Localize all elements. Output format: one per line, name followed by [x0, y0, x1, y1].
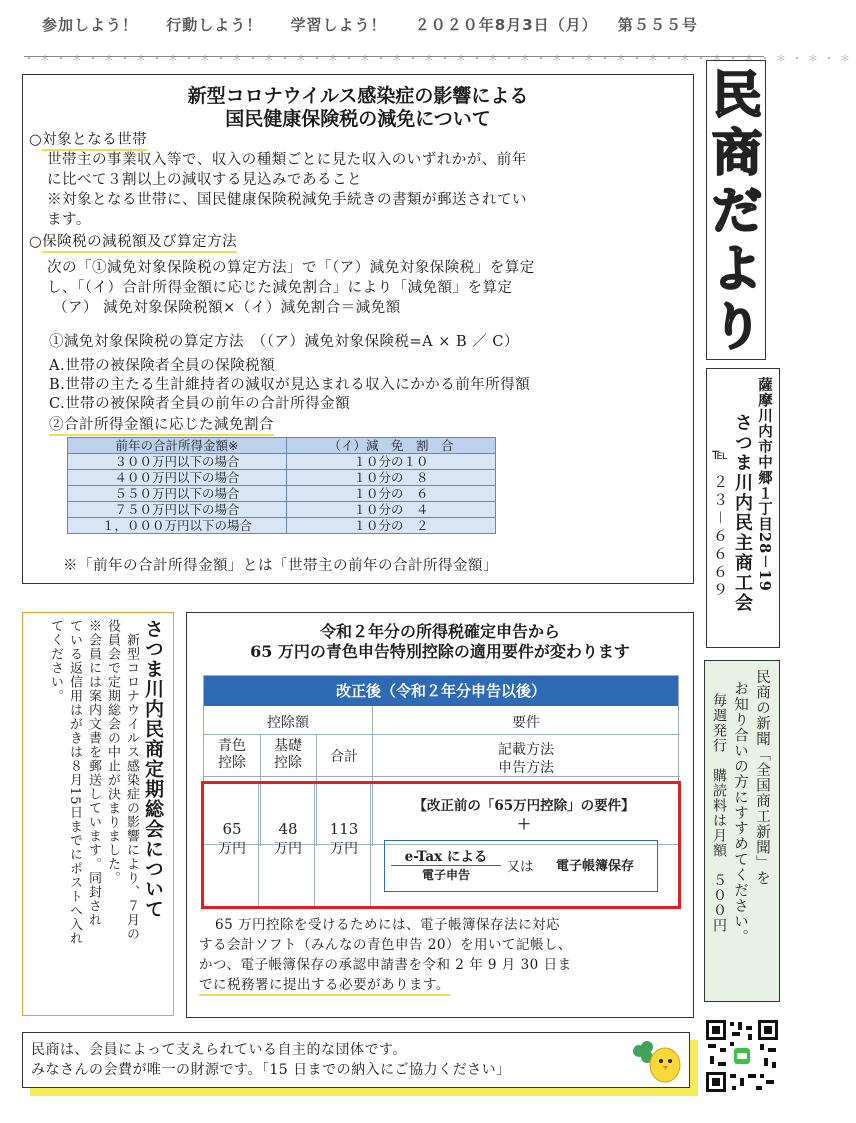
calc-method-title: ①減免対象保険税の算定方法 （（ア）減免対象保険税=A × B ／ C）: [49, 334, 519, 350]
tax-para-1: 65 万円控除を受けるためには、電子帳簿保存法に対応: [215, 917, 560, 933]
calc-c: C.世帯の被保険者全員の前年の合計所得金額: [49, 396, 351, 412]
col-deduction: 控除額: [267, 715, 309, 731]
newsletter-title-box: [706, 60, 766, 360]
req-description: 記載方法: [498, 742, 554, 758]
income-cell: ３００万円以下の場合: [68, 454, 287, 470]
general-meeting-notice: [22, 612, 174, 1016]
meeting-body-3: ※会員には案内文書を郵送しています。同封され: [86, 619, 101, 927]
rate-cell: １０分の ６: [287, 486, 496, 502]
sub-blue-deduction: 青色控除: [218, 738, 246, 771]
slogan-join: 参加しよう！: [42, 16, 139, 34]
or-text: 又は: [506, 859, 534, 875]
article-title-1: 新型コロナウイルス感染症の影響による: [187, 85, 529, 107]
calc-a: A.世帯の被保険者全員の保険税額: [49, 358, 276, 374]
table-header-rate: （イ）減 免 割 合: [287, 438, 496, 454]
value-total-113: 113: [329, 820, 359, 838]
income-cell: ４００万円以下の場合: [68, 470, 287, 486]
table-row: [68, 454, 496, 470]
slogan-act: 行動しよう！: [166, 16, 263, 34]
telephone: ℡ ２３－６６６９: [711, 445, 729, 600]
newspaper-promo: [704, 660, 780, 1002]
table-note: ※「前年の合計所得金額」とは「世帯主の前年の合計所得金額」: [63, 558, 498, 574]
tax-para-2: する会計ソフト（みんなの青色申告 20）を用いて記帳し、: [199, 937, 572, 953]
newspaper-line-2: お知り合いの方にすすめてください。: [732, 681, 748, 945]
tax-para-3: かつ、電子帳簿保存の承認申請書を令和 2 年 9 月 30 日ま: [199, 957, 572, 973]
eligible-line-1: 世帯主の事業収入等で、収入の種類ごとに見た収入のいずれかが、前年: [47, 152, 527, 168]
title-char: り: [712, 298, 762, 356]
rate-cell: １０分の１０: [287, 454, 496, 470]
grid-line: [204, 734, 680, 735]
plus-sign: ＋: [517, 817, 531, 833]
table-row: [68, 486, 496, 502]
col-requirement: 要件: [512, 715, 540, 731]
eligible-line-4: ます。: [47, 212, 91, 228]
issue-date: ２０２０年8月3日（月）: [414, 16, 598, 34]
header-dots: ・＊・＊・＊・＊・＊・＊・＊・＊・＊・＊・＊・＊・＊・＊・＊・＊・＊・＊・＊・＊・＊・＊・＊・＊・＊・＊: [24, 54, 856, 65]
method-line-1: 次の「①減免対象保険税の算定方法」で「（ア）減免対象保険税」を算定: [47, 260, 535, 276]
grid-line: [258, 784, 259, 906]
eligible-line-3: ※対象となる世帯に、国民健康保険税減免手続きの書類が郵送されてい: [47, 192, 527, 208]
newspaper-line-3: 毎週発行 購読料は月額 ５００円: [711, 693, 727, 933]
income-cell: ７５０万円以下の場合: [68, 502, 287, 518]
eligible-heading-text: 対象となる世帯: [42, 132, 147, 151]
rate-cell: １０分の ４: [287, 502, 496, 518]
grid-line: [370, 784, 371, 906]
sub-total: 合計: [330, 749, 358, 765]
unit: 万円: [330, 841, 358, 857]
issue-number: 第５５５号: [617, 16, 698, 34]
circle-mark: ○: [29, 132, 43, 148]
footer-line-2: みなさんの会費が唯一の財源です。「15 日までの納入にご協力ください」: [31, 1062, 511, 1078]
circle-mark: ○: [29, 234, 43, 250]
etax-label: e-Tax による: [404, 849, 488, 865]
etax-sub: 電子申告: [391, 865, 501, 883]
rate-title: [49, 416, 274, 435]
title-char: 民: [712, 66, 762, 124]
tax-para-4-text: でに税務署に提出する必要があります。: [199, 977, 450, 996]
req-filing: 申告方法: [498, 760, 554, 776]
footer-line-1: 民商は、会員によって支えられている自主的な団体です。: [31, 1042, 407, 1058]
meeting-body-2: 役員会で定期総会の中止が決まりました。: [105, 619, 120, 885]
rate-title-text: ②合計所得金額に応じた減免割合: [49, 417, 274, 436]
rate-cell: １０分の ８: [287, 470, 496, 486]
income-tax-article: [186, 612, 694, 1018]
header-divider: [24, 56, 764, 57]
method-line-2: し、「（イ）合計所得金額に応じた減免割合」により「減免額」を算定: [47, 280, 513, 296]
sub-basic-deduction: 基礎控除: [274, 738, 302, 771]
value-basic-48: 48: [278, 820, 298, 838]
table-row: [68, 502, 496, 518]
meeting-body-4: ている返信用はがきは８月15日までにポストへ入れ: [67, 619, 82, 946]
method-heading-text: 保険税の減税額及び算定方法: [42, 234, 237, 253]
ebook-label: 電子帳簿保存: [555, 859, 634, 874]
tax-title-2: 65 万円の青色申告特別控除の適用要件が変わります: [250, 642, 630, 661]
before-requirement: 【改正前の「65万円控除」の要件】: [413, 798, 635, 814]
slogan-learn: 学習しよう！: [290, 16, 387, 34]
requirement-highlight-box: [201, 781, 681, 909]
footer-box: [22, 1032, 690, 1088]
table-row: [68, 518, 496, 534]
address: 薩摩川内市中郷１丁目28－19: [756, 377, 773, 592]
etax-box: [384, 840, 658, 892]
meeting-title: さつま川内民商定期総会について: [142, 619, 164, 919]
table-header-income: 前年の合計所得金額※: [68, 438, 287, 454]
unit: 万円: [274, 841, 302, 857]
tax-para-4: [199, 975, 450, 995]
rate-cell: １０分の ２: [287, 518, 496, 534]
title-char: よ: [712, 240, 762, 298]
chick-mascot-icon: [627, 1037, 687, 1085]
article-title-2: 国民健康保険税の減免について: [225, 108, 491, 130]
health-insurance-article: [22, 74, 694, 584]
table-header-row: [68, 438, 496, 454]
section-eligible-heading: [29, 131, 147, 150]
table-row: [68, 470, 496, 486]
header-slogans: [42, 14, 720, 35]
value-blue-65: 65: [222, 820, 242, 838]
organization-address-box: [706, 368, 780, 648]
title-char: 商: [712, 124, 762, 182]
calc-b: B.世帯の主たる生計維持者の減収が見込まれる収入にかかる前年所得額: [49, 377, 531, 393]
organization-name: さつま川内民主商工会: [732, 413, 753, 613]
section-method-heading: [29, 233, 237, 252]
income-cell: ５５０万円以下の場合: [68, 486, 287, 502]
grid-line: [314, 784, 315, 906]
method-formula: （ア） 減免対象保険税額×（イ）減免割合＝減免額: [53, 300, 401, 316]
qr-code-icon[interactable]: [704, 1018, 780, 1094]
title-char: だ: [712, 182, 762, 240]
meeting-body-5: てください。: [48, 619, 63, 703]
deduction-table-header: 改正後（令和２年分申告以後）: [204, 676, 678, 706]
income-cell: １，０００万円以下の場合: [68, 518, 287, 534]
reduction-rate-table: [67, 437, 496, 534]
meeting-body-1: 新型コロナウイルス感染症の影響により、７月の: [124, 633, 139, 941]
eligible-line-2: に比べて３割以上の減収する見込みであること: [47, 172, 362, 188]
unit: 万円: [218, 841, 246, 857]
newspaper-line-1: 民商の新聞「全国商工新聞」を: [754, 669, 770, 886]
tax-title-1: 令和２年分の所得税確定申告から: [319, 622, 560, 641]
